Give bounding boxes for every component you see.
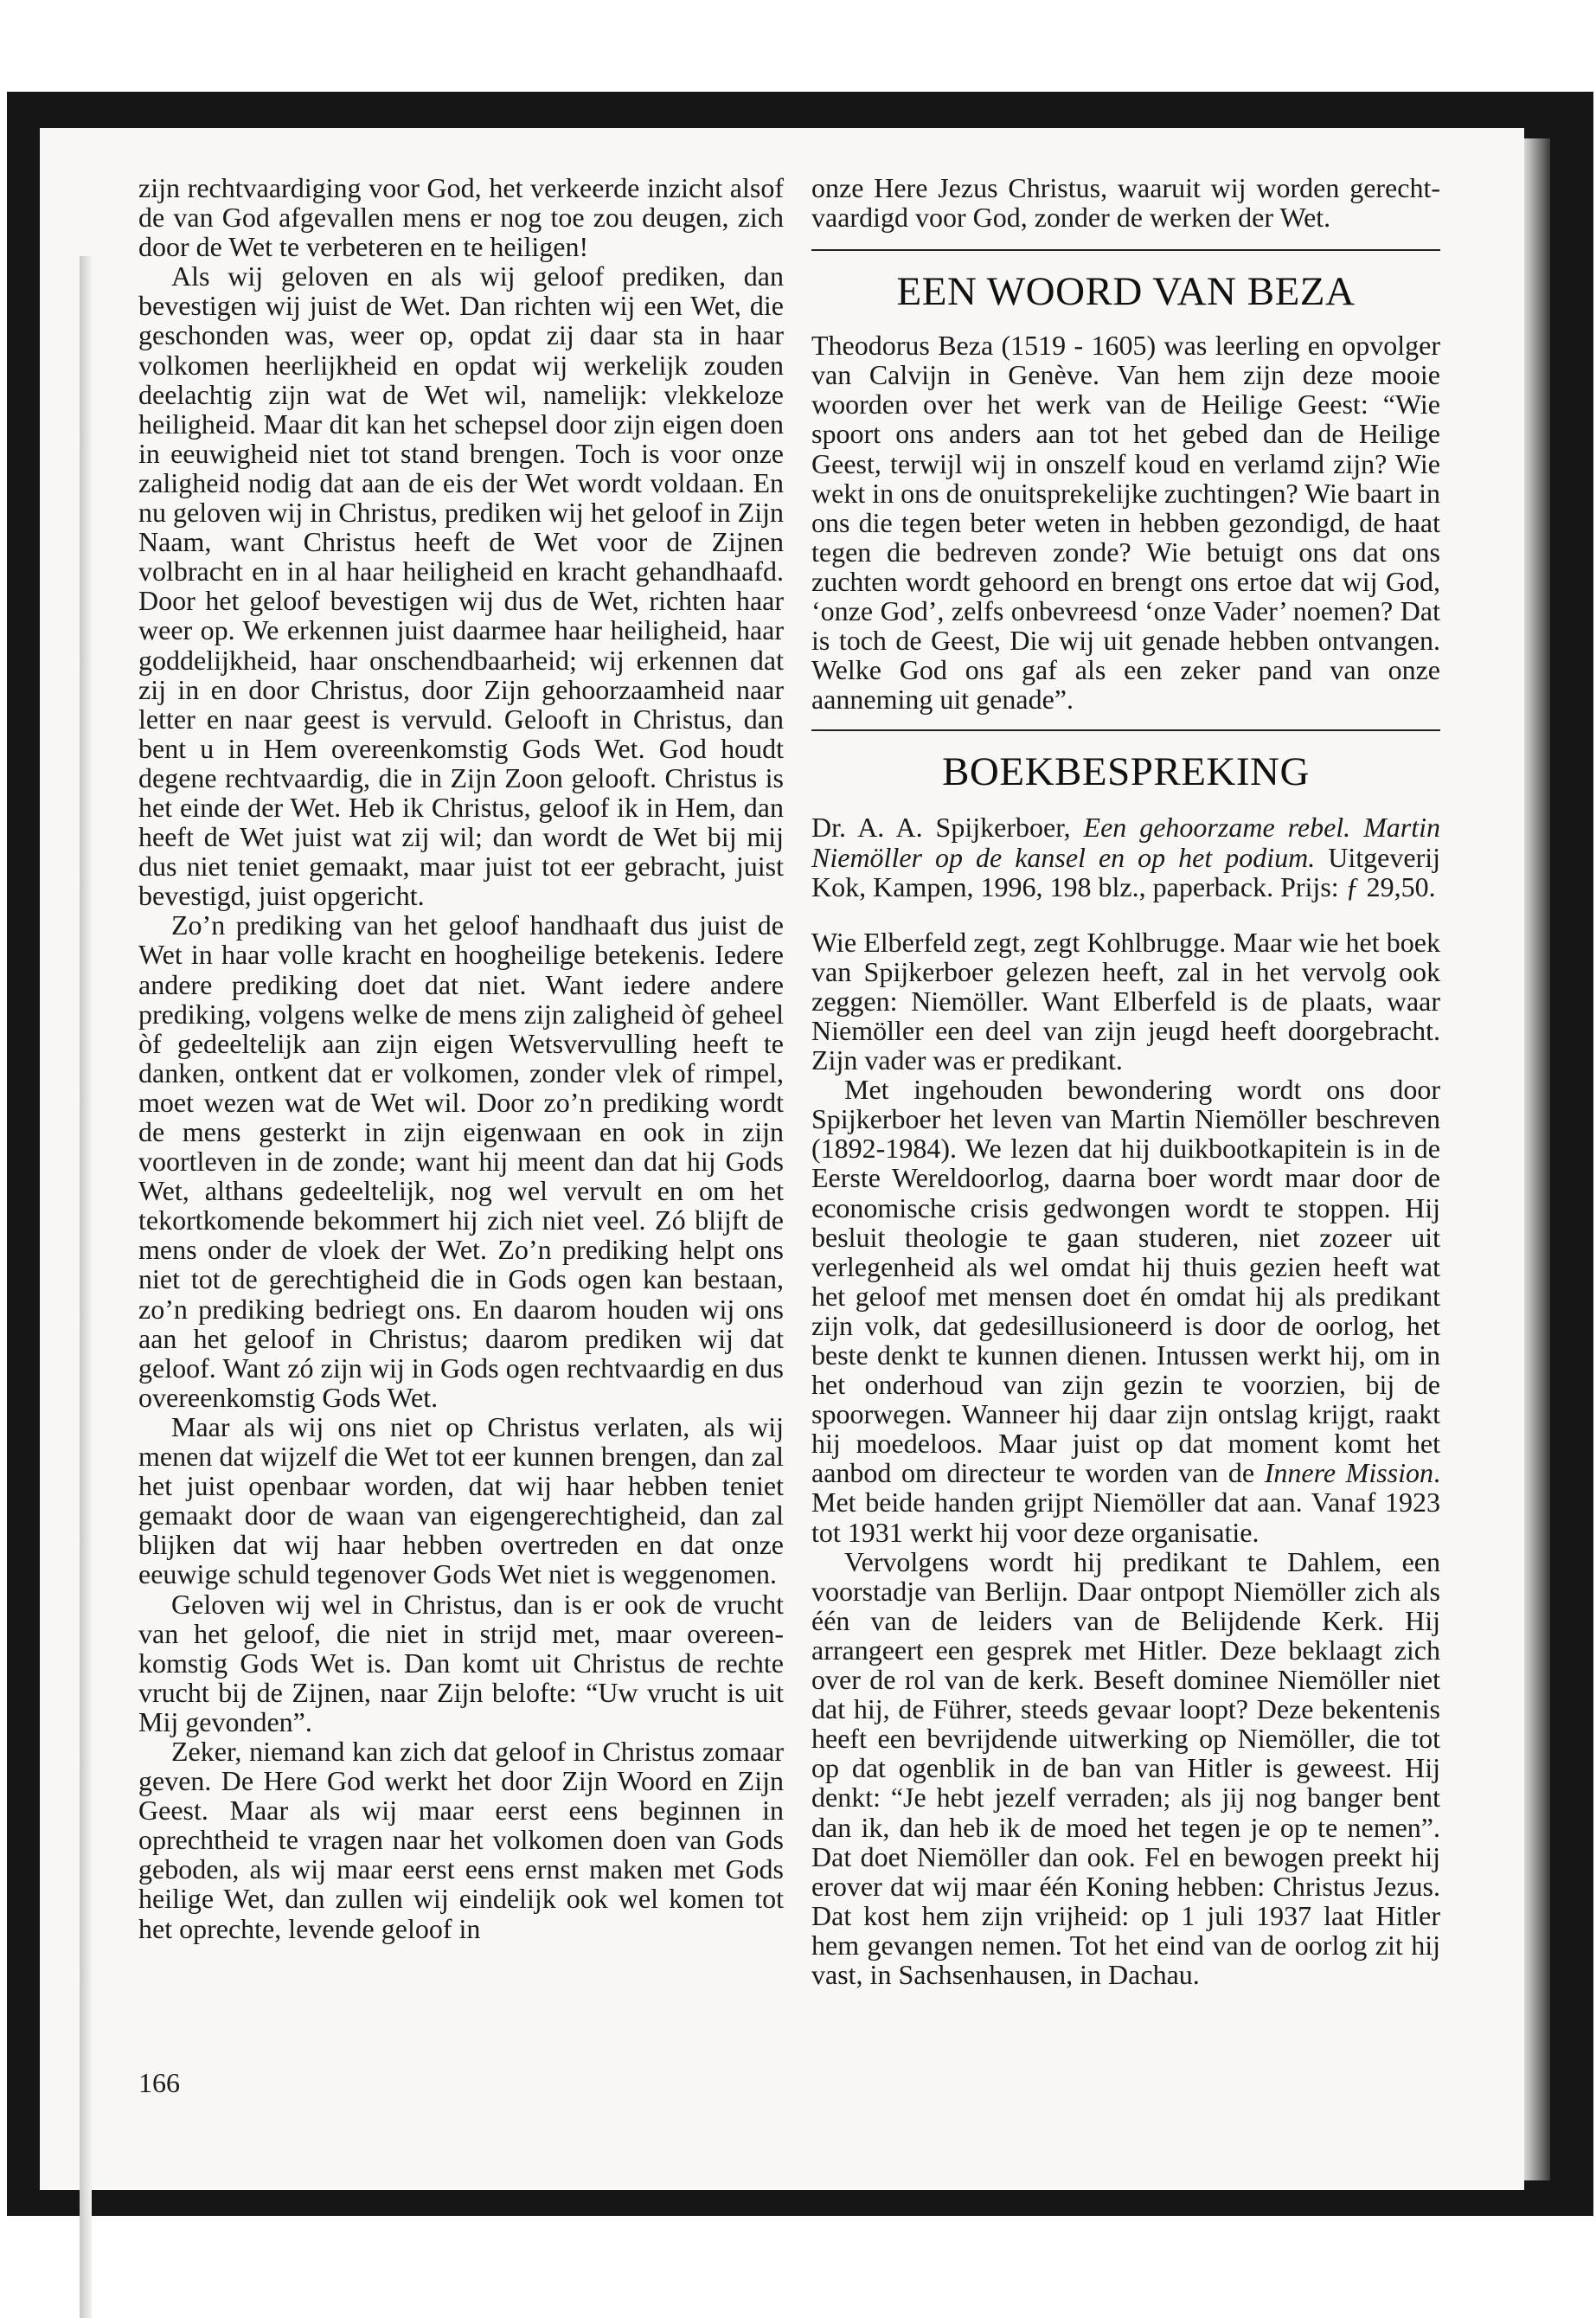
left-paragraph-6: Zeker, niemand kan zich dat geloof in Christus zomaar geven. De Here God werkt het door Zijn Woord en Zijn Geest. Maar als wij maar eerst eens beginnen in oprechtheid te vragen naar het volkomen doen van Gods geboden, als wij maar eerst eens ernst maken met Gods heilige Wet, dan zullen wij eindelijk ook wel komen tot het oprechte, levende geloof in bbox=[138, 1735, 784, 1944]
review-paragraph-3: Vervolgens wordt hij predikant te Dahlem, een voorstadje van Berlijn. Daar ontpopt Niemöller zich als één van de leiders van de Belijdende Kerk. Hij arrangeert een gesprek met Hitler. Deze beklaagt zich over de rol van de kerk. Beseft dominee Niemöller niet dat hij, de Führer, steeds gevaar loopt? Deze bekentenis heeft een bevrijdende uitwerking op Niemöller, die tot op dat ogenblik in de ban van Hitler is geweest. Hij denkt: “Je hebt jezelf verraden; als jij nog banger bent dan ik, dan heb ik de moed het tegen je op te nemen”. Dat doet Niemöller dan ook. Fel en bewogen preekt hij erover dat wij maar één Koning hebben: Christus Jezus. Dat kost hem zijn vrijheid: op 1 juli 1937 laat Hitler hem gevangen nemen. Tot het eind van de oorlog zit hij vast, in Sachsenhausen, in Dachau. bbox=[811, 1545, 1440, 1990]
beza-heading: EEN WOORD VAN BEZA bbox=[896, 269, 1356, 315]
page-number: 166 bbox=[138, 2067, 180, 2098]
review-paragraph-2-tail: . Met beide handen grijpt Niemöller dat aan. Vanaf 1923 tot 1931 werkt hij voor deze organisatie. bbox=[811, 1457, 1441, 1548]
spacer bbox=[811, 902, 1440, 928]
beza-paragraph: Theodorus Beza (1519 - 1605) was leerling en opvolger van Calvijn in Genève. Van hem zijn deze mooie woorden over het werk van de Heilige Geest: “Wie spoort ons anders aan tot het gebed dan de Heilige Geest, terwijl wij in onszelf koud en verlamd zijn? Wie wekt in ons de onuitsprekelijke zuchtingen? Wie baart in ons die tegen beter weten in hebben gezondigd, de haat tegen die bedreven zonde? Wie betuigt ons dat ons zuchten wordt gehoord en brengt ons ertoe dat wij God, ‘onze God’, zelfs onbevreesd ‘onze Vader’ noemen? Dat is toch de Geest, Die wij uit genade hebben ontvangen. Welke God ons gaf als een zeker pand van onze aanneming uit genade”. bbox=[811, 330, 1440, 716]
left-paragraph-5: Geloven wij wel in Christus, dan is er ook de vrucht van het geloof, die niet in strijd met, maar overeenkomstig Gods Wet is. Dan komt uit Christus de rechte vrucht bij de Zijnen, naar Zijn belofte: “Uw vrucht is uit Mij gevonden”. bbox=[138, 1588, 784, 1737]
review-heading: BOEKBESPREKING bbox=[942, 749, 1310, 795]
left-paragraph-3: Zo’n prediking van het geloof handhaaft dus juist de Wet in haar volle kracht en hoogheilige betekenis. Iedere andere prediking doet dat niet. Want iedere andere prediking, volgens welke de mens zijn zaligheid òf geheel òf gedeeltelijk aan zijn eigen Wetsvervulling heeft te danken, ontkent dat er volkomen, zonder vlek of rimpel, moet wezen wat de Wet wil. Door zo’n prediking wordt de mens gesterkt in zijn eigenwaan en ook in zijn voortleven in de zonde; want hij meent dan dat hij Gods Wet, althans gedeeltelijk, nog wel vervult en om het tekortkomende bekommert hij zich niet veel. Zó blijft de mens onder de vloek der Wet. Zo’n prediking helpt ons niet tot de gerechtigheid die in Gods ogen kan bestaan, zo’n prediking bedriegt ons. En daarom houden wij ons aan het geloof in Christus; daarom prediken wij dat geloof. Want zó zijn wij in Gods ogen rechtvaardig en dus overeenkomstig Gods Wet. bbox=[138, 909, 784, 1413]
citation-details: Uitgeverij Kok, Kampen, 1996, 198 blz., paperback. Prijs: ƒ 29,50. bbox=[811, 841, 1441, 902]
left-column bbox=[138, 173, 784, 1943]
right-intro-paragraph: onze Here Jezus Christus, waaruit wij worden gerechtvaardigd voor God, zonder de werken der Wet. bbox=[811, 172, 1440, 234]
right-column bbox=[811, 173, 1440, 1989]
left-paragraph-1: zijn rechtvaardiging voor God, het verkeerde inzicht alsof de van God afgevallen mens er nog toe zou deugen, zich door de Wet te verbeteren en te heiligen! bbox=[138, 172, 784, 263]
left-paragraph-2: Als wij geloven en als wij geloof prediken, dan bevestigen wij juist de Wet. Dan richten wij een Wet, die geschonden was, weer op, opdat zij daar sta in haar volkomen heerlijkheid en opdat wij werkelijk zouden deelachtig zijn wat de Wet wil, namelijk: vlekkeloze heiligheid. Maar dit kan het schepsel door zijn eigen doen in eeuwigheid niet tot stand brengen. Toch is voor onze zaligheid nodig dat aan de eis der Wet wordt voldaan. En nu geloven wij in Christus, prediken wij het geloof in Zijn Naam, want Christus heeft de Wet voor de Zijnen volbracht en in al haar heiligheid en kracht gehandhaafd. Door het geloof bevestigen wij dus de Wet, richten haar weer op. We erkennen juist daarmee haar heiligheid, haar goddelijkheid, haar onschendbaarheid; wij erkennen dat zij in en door Christus, door Zijn gehoorzaamheid naar letter en naar geest is vervuld. Gelooft in Christus, dan bent u in Hem overeenkomstig Gods Wet. God houdt degene rechtvaardig, die in Zijn Zoon gelooft. Christus is het einde der Wet. Heb ik Christus, geloof ik in Hem, dan heeft de Wet juist wat zij wil; dan wordt de Wet bij mij dus niet teniet gemaakt, maar juist tot eer gebracht, juist bevestigd, juist opgericht. bbox=[138, 260, 784, 912]
page-edge-shadow bbox=[1524, 138, 1550, 2180]
citation-author: Dr. A. A. Spijkerboer, bbox=[811, 812, 1084, 844]
book-citation bbox=[811, 812, 1440, 901]
review-paragraph-2 bbox=[811, 1075, 1440, 1547]
section-divider bbox=[811, 249, 1440, 251]
section-divider bbox=[811, 729, 1440, 731]
citation-title: Een gehoorzame rebel. Martin Niemöller op de kansel en op het podium. bbox=[811, 812, 1440, 873]
review-paragraph-1: Wie Elberfeld zegt, zegt Kohlbrugge. Maar wie het boek van Spijkerboer gelezen heeft, zal in het vervolg ook zeggen: Niemöller. Want Elberfeld is de plaats, waar Niemöller een deel van zijn jeugd heeft doorgebracht. Zijn vader was er predikant. bbox=[811, 926, 1440, 1076]
page-gutter bbox=[80, 256, 92, 2318]
innere-mission-term: Innere Mission bbox=[1264, 1457, 1434, 1489]
review-paragraph-2-text: Met ingehouden bewondering wordt ons door Spijkerboer het leven van Martin Niemöller beschreven (1892-1984). We lezen dat hij duikbootkapitein is in de Eerste Wereldoorlog, daarna boer wordt maar door de economische crisis gedwongen wordt te stoppen. Hij besluit theologie te gaan studeren, niet zozeer uit verlegenheid als wel omdat hij thuis gezien heeft wat het geloof met mensen doet én omdat hij als predikant zijn volk, dat gedesillusioneerd is door de oorlog, het beste denkt te kunnen dienen. Intussen werkt hij, om in het onderhoud van zijn gezin te voorzien, bij de spoorwegen. Wanneer hij daar zijn ontslag krijgt, raakt hij moedeloos. Maar juist op dat moment komt het aanbod om directeur te worden van de bbox=[811, 1074, 1440, 1489]
left-paragraph-4: Maar als wij ons niet op Christus verlaten, als wij menen dat wijzelf die Wet tot eer kunnen brengen, dan zal het juist openbaar worden, dat wij haar hebben teniet gemaakt door de waan van eigengerechtigheid, dan zal blijken dat wij haar hebben overtreden en dat onze eeuwige schuld tegenover Gods Wet niet is weggenomen. bbox=[138, 1410, 784, 1590]
